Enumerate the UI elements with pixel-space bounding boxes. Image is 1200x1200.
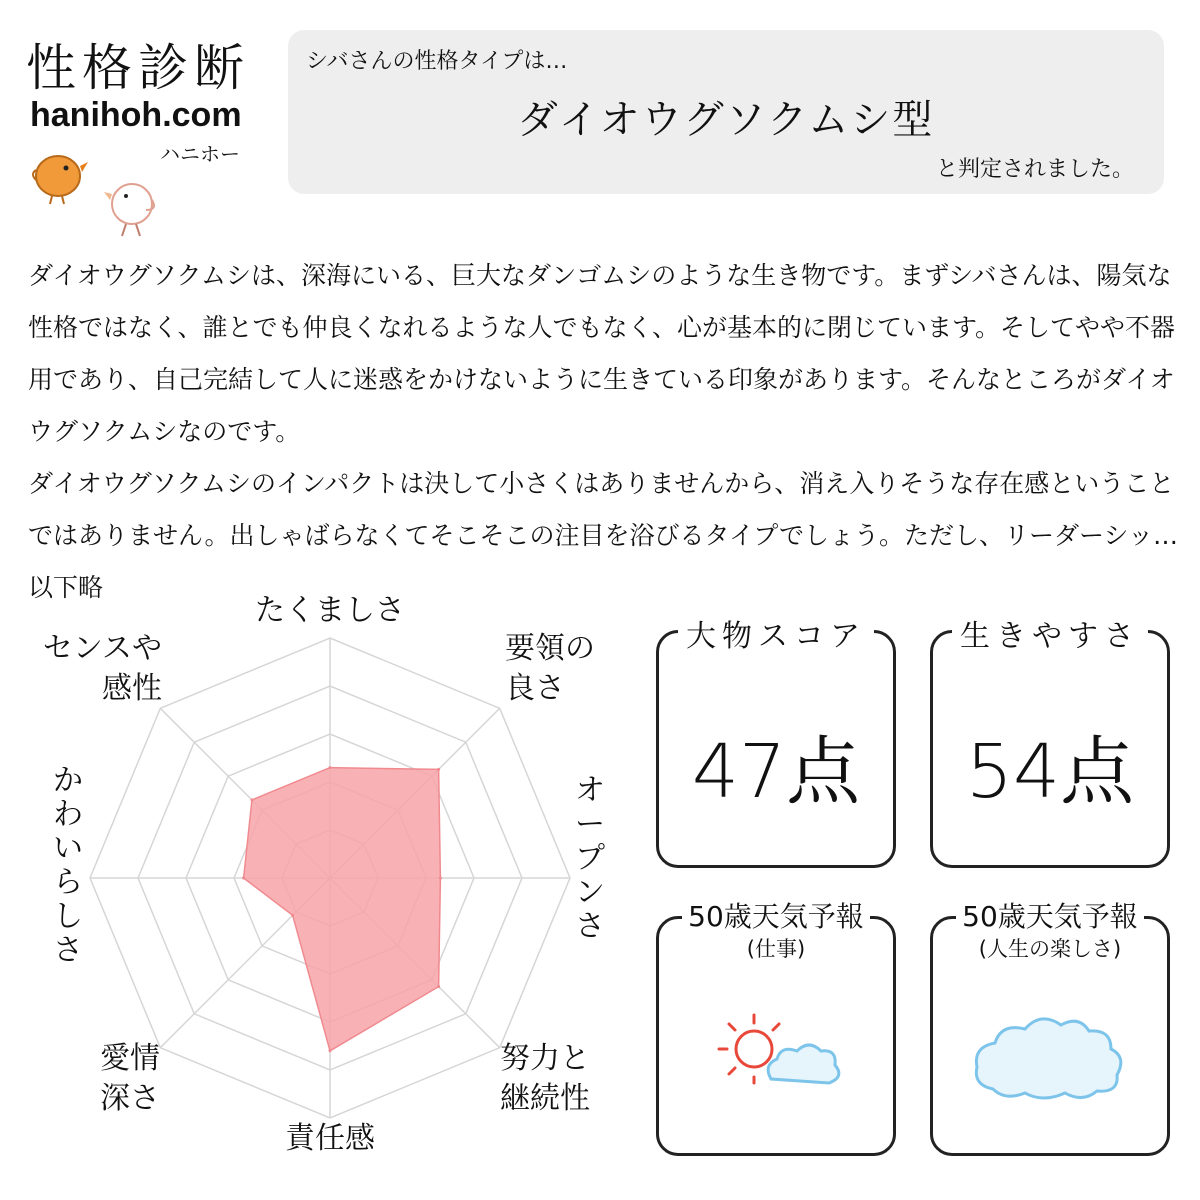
radar-axis-label: 努力と継続性 xyxy=(500,1041,590,1116)
radar-axis-label: オープンさ xyxy=(575,773,605,944)
radar-point xyxy=(329,766,332,769)
radar-point xyxy=(250,798,253,801)
radar-point xyxy=(291,914,294,917)
description xyxy=(28,250,1178,614)
sunny-then-cloudy-icon xyxy=(659,919,893,1153)
big-score-value: 47点 xyxy=(691,729,861,815)
result-suffix: と判定されました。 xyxy=(935,157,1134,182)
radar-chart xyxy=(20,590,640,1170)
easy-score-card xyxy=(930,619,1170,868)
white-chick-icon xyxy=(100,170,170,242)
description-paragraph: ダイオウグソクムシは、深海にいる、巨大なダンゴムシのような生き物です。まずシバさんは、陽気な性格ではなく、誰とでも仲良くなれるような人でもなく、心が基本的に閉じています。そしてやや不器用であり、自己完結して人に迷惑をかけないように生きている印象があります。そんなところがダイオウグソクムシなのです。 xyxy=(28,261,1176,446)
life-forecast-sub: (人生の楽しさ) xyxy=(978,937,1122,961)
description-paragraph: ダイオウグソクムシのインパクトは決して小さくはありませんから、消え入りそうな存在感ということではありません。出しゃばらなくてそこそこの注目を浴びるタイプでしょう。ただし、リーダーシッ…以下略 xyxy=(28,469,1179,602)
radar-data-area xyxy=(244,768,441,1051)
radar-axis-label: 愛情深さ xyxy=(100,1041,160,1116)
radar-point xyxy=(439,877,442,880)
radar-axis-label: センスや感性 xyxy=(42,631,162,706)
orange-chick-icon xyxy=(22,140,92,210)
cloudy-icon xyxy=(933,919,1167,1153)
work-forecast-sub: (仕事) xyxy=(746,937,806,961)
radar-axis-label: たくましさ xyxy=(255,593,405,628)
site-domain[interactable]: hanihoh.com xyxy=(30,96,242,134)
result-panel xyxy=(288,30,1164,194)
work-forecast-card xyxy=(656,900,896,1156)
radar-point xyxy=(437,985,440,988)
big-score-label: 大物スコア xyxy=(678,619,874,654)
big-score-card xyxy=(656,619,896,868)
work-forecast-label: 50歳天気予報 xyxy=(682,900,870,933)
result-type: ダイオウグソクムシ型 xyxy=(517,97,935,143)
radar-point xyxy=(437,768,440,771)
radar-axis-label: かわいらしさ xyxy=(53,763,83,968)
result-prefix: シバさんの性格タイプは… xyxy=(306,49,568,74)
life-forecast-card xyxy=(930,900,1170,1156)
life-forecast-label: 50歳天気予報 xyxy=(956,900,1144,933)
radar-point xyxy=(242,877,245,880)
easy-score-value: 54点 xyxy=(965,729,1135,815)
radar-point xyxy=(329,1049,332,1052)
site-title: 性格診断 xyxy=(26,39,250,97)
site-kana: ハニホー xyxy=(160,142,240,166)
easy-score-label: 生きやすさ xyxy=(952,619,1148,654)
radar-axis-label: 責任感 xyxy=(285,1121,375,1156)
radar-axis-label: 要領の良さ xyxy=(505,631,595,706)
